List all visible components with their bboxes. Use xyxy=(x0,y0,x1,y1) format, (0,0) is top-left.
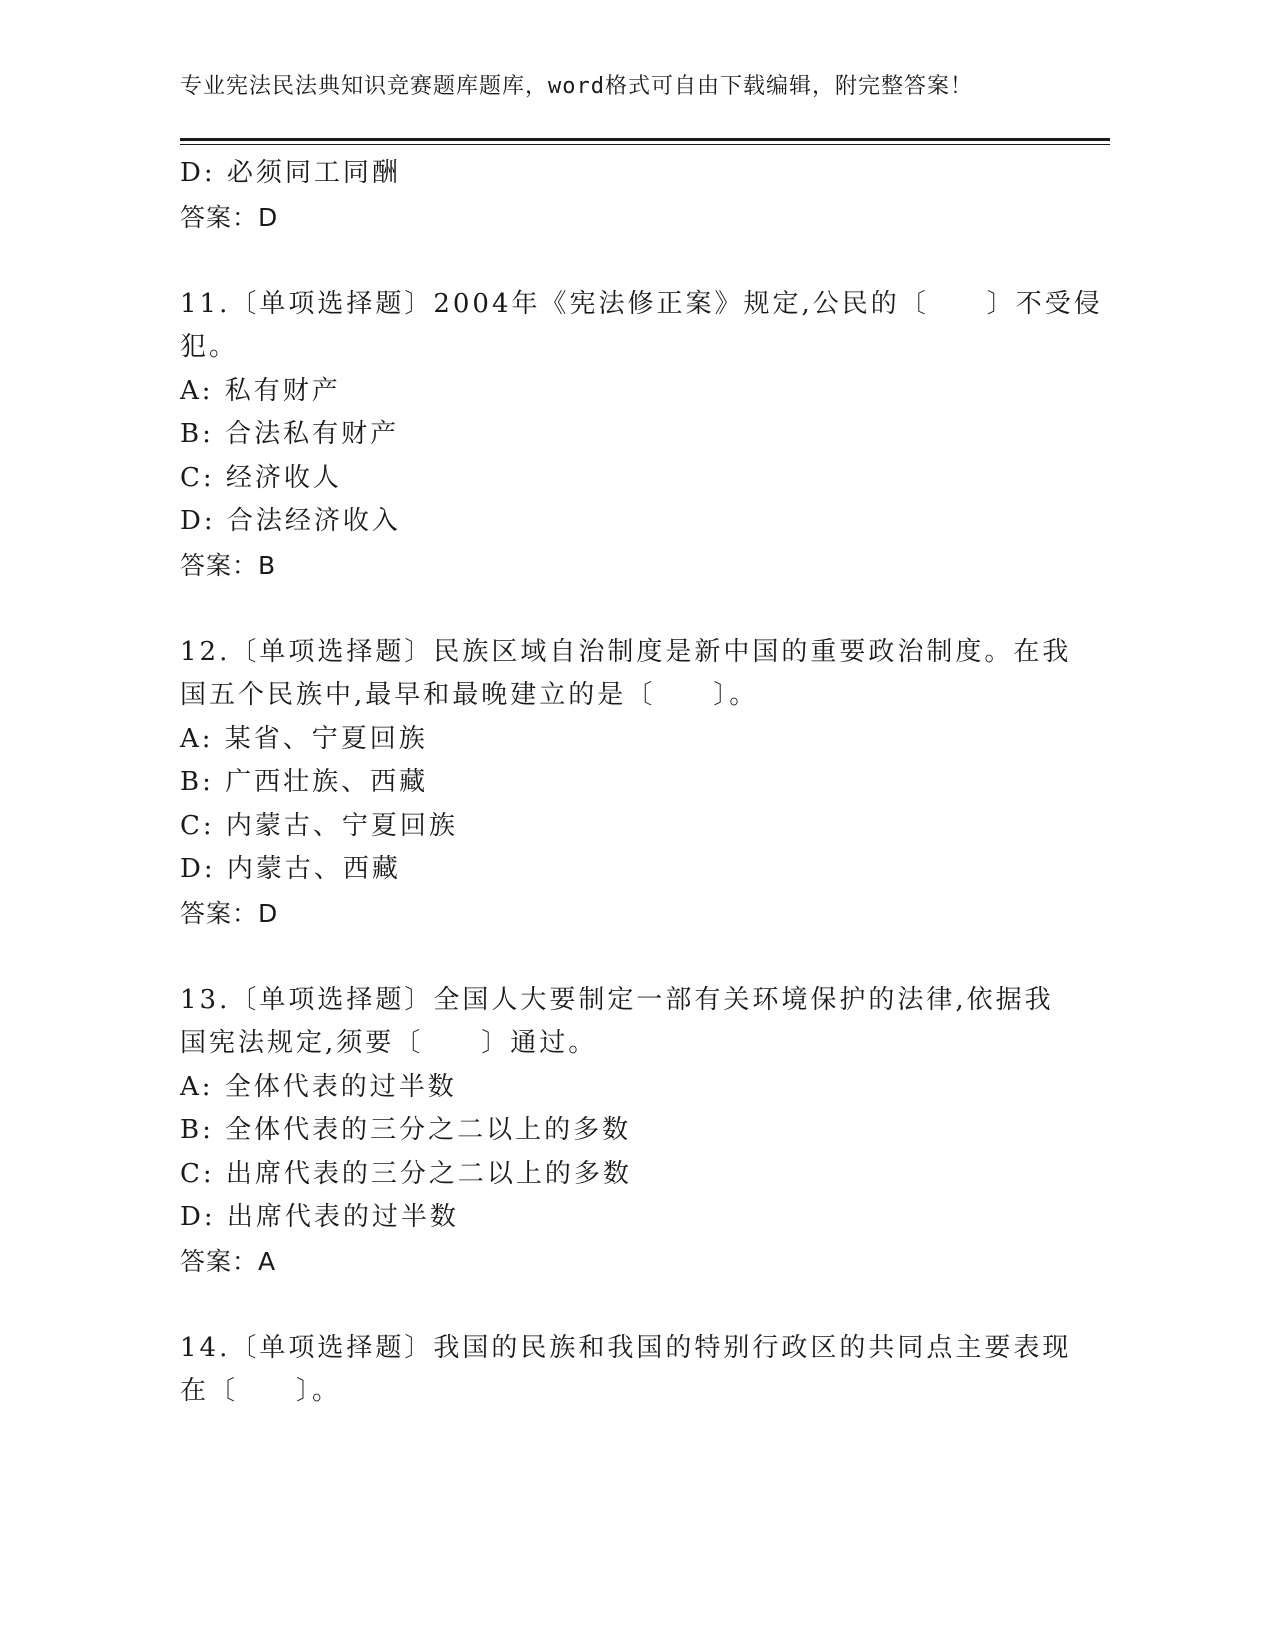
option-b: B: 广西壮族、西藏 xyxy=(180,767,429,797)
spacer xyxy=(180,587,1110,631)
page-header: 专业宪法民法典知识竞赛题库题库，word格式可自由下载编辑，附完整答案！ xyxy=(180,74,973,99)
question-text-line: 14.〔单项选择题〕我国的民族和我国的特别行政区的共同点主要表现 xyxy=(180,1332,1072,1363)
header-rule-thick xyxy=(180,138,1110,141)
option-d: D: 合法经济收入 xyxy=(180,506,401,536)
question-list xyxy=(180,152,1110,1414)
answer-line: 答案：D xyxy=(180,202,279,232)
option-b: B: 合法私有财产 xyxy=(180,419,400,449)
option-b: B: 全体代表的三分之二以上的多数 xyxy=(180,1115,632,1145)
option-d: D: 内蒙古、西藏 xyxy=(180,854,401,884)
option-c: C: 内蒙古、宁夏回族 xyxy=(180,810,458,841)
option-a: A: 某省、宁夏回族 xyxy=(180,723,428,754)
option-d: D: 出席代表的过半数 xyxy=(180,1202,459,1232)
answer-line: 答案：D xyxy=(180,898,279,928)
question-text-line: 11.〔单项选择题〕2004年《宪法修正案》规定,公民的〔 〕不受侵 xyxy=(180,288,1103,319)
question-text-line: 国宪法规定,须要〔 〕通过。 xyxy=(180,1028,598,1058)
question-text-line: 犯。 xyxy=(180,332,239,362)
question-13 xyxy=(180,979,1110,1284)
option-d: D: 必须同工同酬 xyxy=(180,158,401,188)
option-a: A: 私有财产 xyxy=(180,375,341,406)
answer-line: 答案：B xyxy=(180,550,277,580)
answer-line: 答案：A xyxy=(180,1246,277,1276)
spacer xyxy=(180,1283,1110,1327)
question-12 xyxy=(180,631,1110,936)
header-rule-thin xyxy=(180,144,1110,145)
option-c: C: 出席代表的三分之二以上的多数 xyxy=(180,1158,632,1189)
question-14 xyxy=(180,1327,1110,1414)
question-text-line: 12.〔单项选择题〕民族区域自治制度是新中国的重要政治制度。在我 xyxy=(180,636,1072,667)
question-text-line: 国五个民族中,最早和最晚建立的是〔 〕。 xyxy=(180,680,759,710)
option-a: A: 全体代表的过半数 xyxy=(180,1071,457,1102)
question-text-line: 在〔 〕。 xyxy=(180,1376,342,1406)
question-11 xyxy=(180,283,1110,588)
option-c: C: 经济收人 xyxy=(180,462,342,493)
spacer xyxy=(180,935,1110,979)
spacer xyxy=(180,239,1110,283)
question-text-line: 13.〔单项选择题〕全国人大要制定一部有关环境保护的法律,依据我 xyxy=(180,984,1054,1015)
